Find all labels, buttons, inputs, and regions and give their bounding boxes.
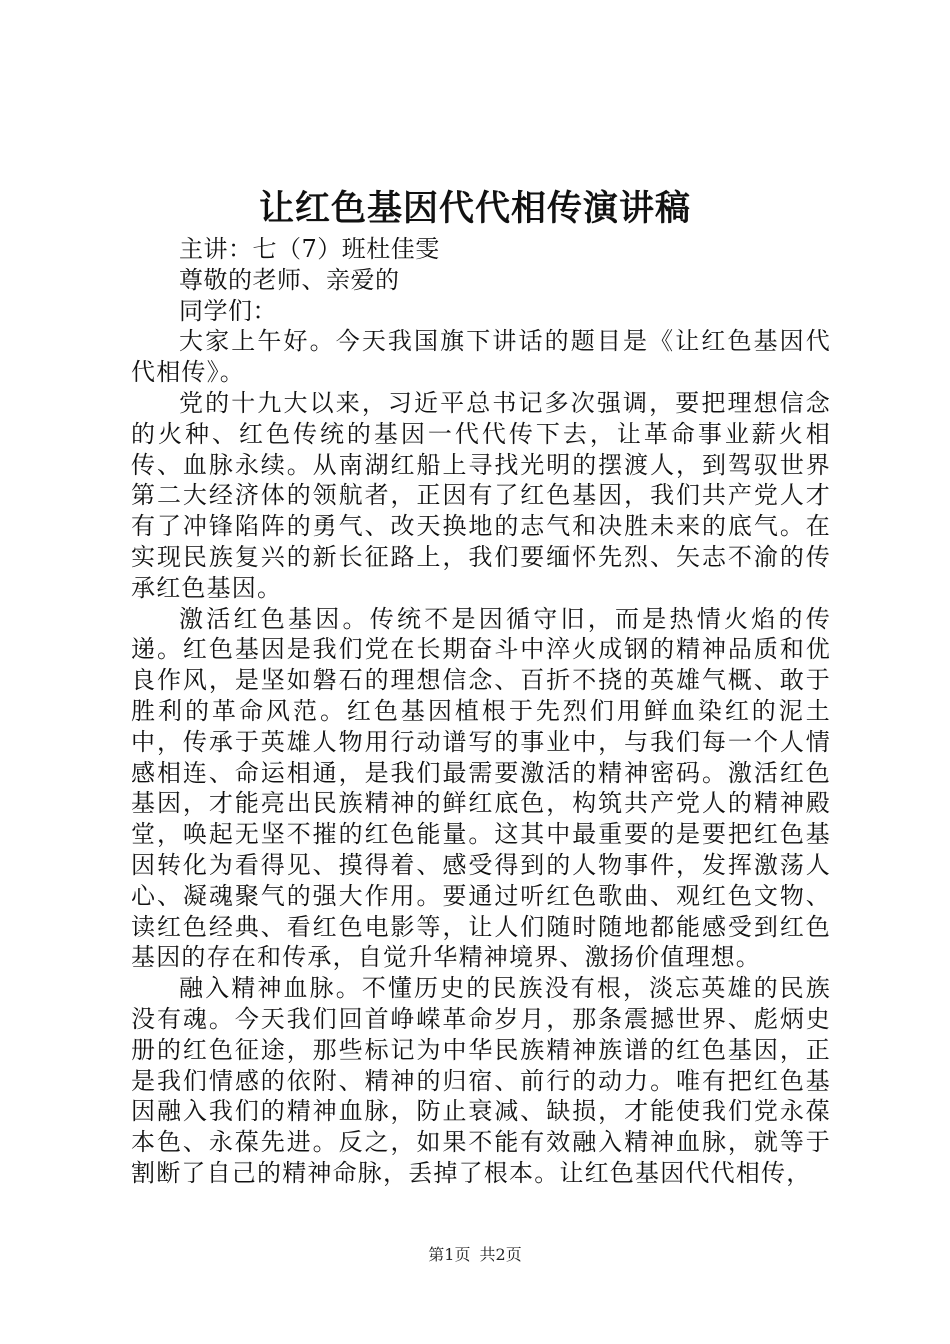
page-number: 第1页 [428, 1245, 471, 1264]
document-title: 让红色基因代代相传演讲稿 [258, 188, 691, 229]
salutation-line-2: 同学们： [179, 296, 277, 325]
paragraph-intro: 大家上午好。今天我国旗下讲话的题目是《让红色基因代代相传》。 [131, 327, 831, 387]
paragraph-party-congress: 党的十九大以来，习近平总书记多次强调，要把理想信念的火种、红色传统的基因一代代传下去，让革命事业薪火相传、血脉永续。从南湖红船上寻找光明的摆渡人，到驾驭世界第二大经济体的领航者，正因有了红色基因，我们共产党人才有了冲锋陷阵的勇气、改天换地的志气和决胜未来的底气。在实现民族复兴的新长征路上，我们要缅怀先烈、矢志不渝的传承红色基因。 [131, 388, 831, 602]
page-footer [0, 1244, 950, 1266]
speaker-line: 主讲：七（7）班杜佳雯 [179, 235, 440, 263]
paragraph-activate-gene: 激活红色基因。传统不是因循守旧，而是热情火焰的传递。红色基因是我们党在长期奋斗中淬火成钢的精神品质和优良作风，是坚如磐石的理想信念、百折不挠的英雄气概、敢于胜利的革命风范。红色基因植根于先烈们用鲜血染红的泥土中，传承于英雄人物用行动谱写的事业中，与我们每一个人情感相连、命运相通，是我们最需要激活的精神密码。激活红色基因，才能亮出民族精神的鲜红底色，构筑共产党人的精神殿堂，唤起无坚不摧的红色能量。这其中最重要的是要把红色基因转化为看得见、摸得着、感受得到的人物事件，发挥激荡人心、凝魂聚气的强大作用。要通过听红色歌曲、观红色文物、读红色经典、看红色电影等，让人们随时随地都能感受到红色基因的存在和传承，自觉升华精神境界、激扬价值理想。 [131, 604, 831, 972]
page-total: 共2页 [479, 1245, 522, 1264]
paragraph-spirit-bloodline: 融入精神血脉。不懂历史的民族没有根，淡忘英雄的民族没有魂。今天我们回首峥嵘革命岁月，那条震撼世界、彪炳史册的红色征途，那些标记为中华民族精神族谱的红色基因，正是我们情感的依附、精神的归宿、前行的动力。唯有把红色基因融入我们的精神血脉，防止衰减、缺损，才能使我们党永葆本色、永葆先进。反之，如果不能有效融入精神血脉，就等于割断了自己的精神命脉，丢掉了根本。让红色基因代代相传， [131, 974, 831, 1187]
document-body [131, 234, 831, 1189]
salutation-line-1: 尊敬的老师、亲爱的 [179, 265, 400, 294]
